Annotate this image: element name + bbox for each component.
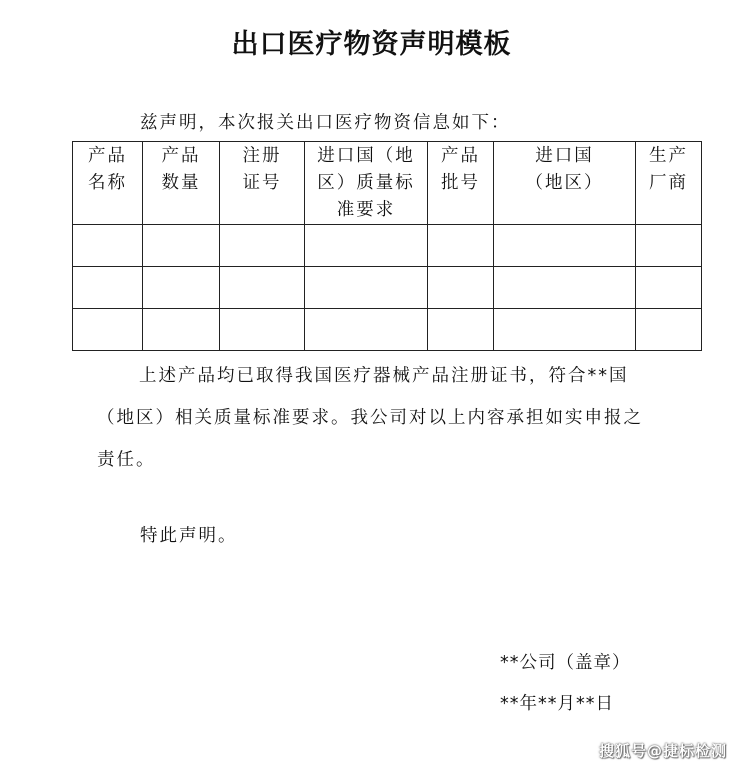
table-cell bbox=[428, 225, 494, 267]
table-header-row bbox=[73, 142, 702, 225]
table-row bbox=[73, 267, 702, 309]
table-cell bbox=[143, 267, 220, 309]
table-cell bbox=[428, 267, 494, 309]
table-cell bbox=[220, 267, 305, 309]
header-product-quantity: 产品 数量 bbox=[143, 142, 220, 225]
table-cell bbox=[73, 225, 143, 267]
date-line: **年**月**日 bbox=[500, 694, 614, 714]
table-cell bbox=[636, 267, 702, 309]
table-cell bbox=[143, 309, 220, 351]
table-cell bbox=[428, 309, 494, 351]
company-seal-line: **公司（盖章） bbox=[500, 653, 631, 673]
table-cell bbox=[305, 309, 428, 351]
table-cell bbox=[73, 267, 143, 309]
table-row bbox=[73, 225, 702, 267]
table-cell bbox=[220, 309, 305, 351]
table-row bbox=[73, 309, 702, 351]
watermark: 搜狐号@捷标检测 bbox=[598, 742, 727, 760]
table-cell bbox=[305, 225, 428, 267]
table-cell bbox=[494, 267, 636, 309]
document-title: 出口医疗物资声明模板 bbox=[231, 29, 512, 60]
table-cell bbox=[73, 309, 143, 351]
table-cell bbox=[305, 267, 428, 309]
table-cell bbox=[220, 225, 305, 267]
closing-text: 特此声明。 bbox=[140, 526, 238, 546]
header-registration-number: 注册 证号 bbox=[220, 142, 305, 225]
header-import-country: 进口国 （地区） bbox=[494, 142, 636, 225]
header-batch-number: 产品 批号 bbox=[428, 142, 494, 225]
intro-text: 兹声明，本次报关出口医疗物资信息如下： bbox=[140, 113, 511, 133]
table-cell bbox=[636, 225, 702, 267]
header-product-name: 产品 名称 bbox=[73, 142, 143, 225]
table-cell bbox=[636, 309, 702, 351]
table-cell bbox=[143, 225, 220, 267]
declaration-table bbox=[72, 141, 702, 351]
header-quality-standard: 进口国（地 区）质量标 准要求 bbox=[305, 142, 428, 225]
declaration-paragraph: 上述产品均已取得我国医疗器械产品注册证书，符合**国（地区）相关质量标准要求。我公司对以上内容承担如实申报之责任。 bbox=[97, 366, 643, 470]
table-cell bbox=[494, 225, 636, 267]
header-manufacturer: 生产 厂商 bbox=[636, 142, 702, 225]
table-cell bbox=[494, 309, 636, 351]
